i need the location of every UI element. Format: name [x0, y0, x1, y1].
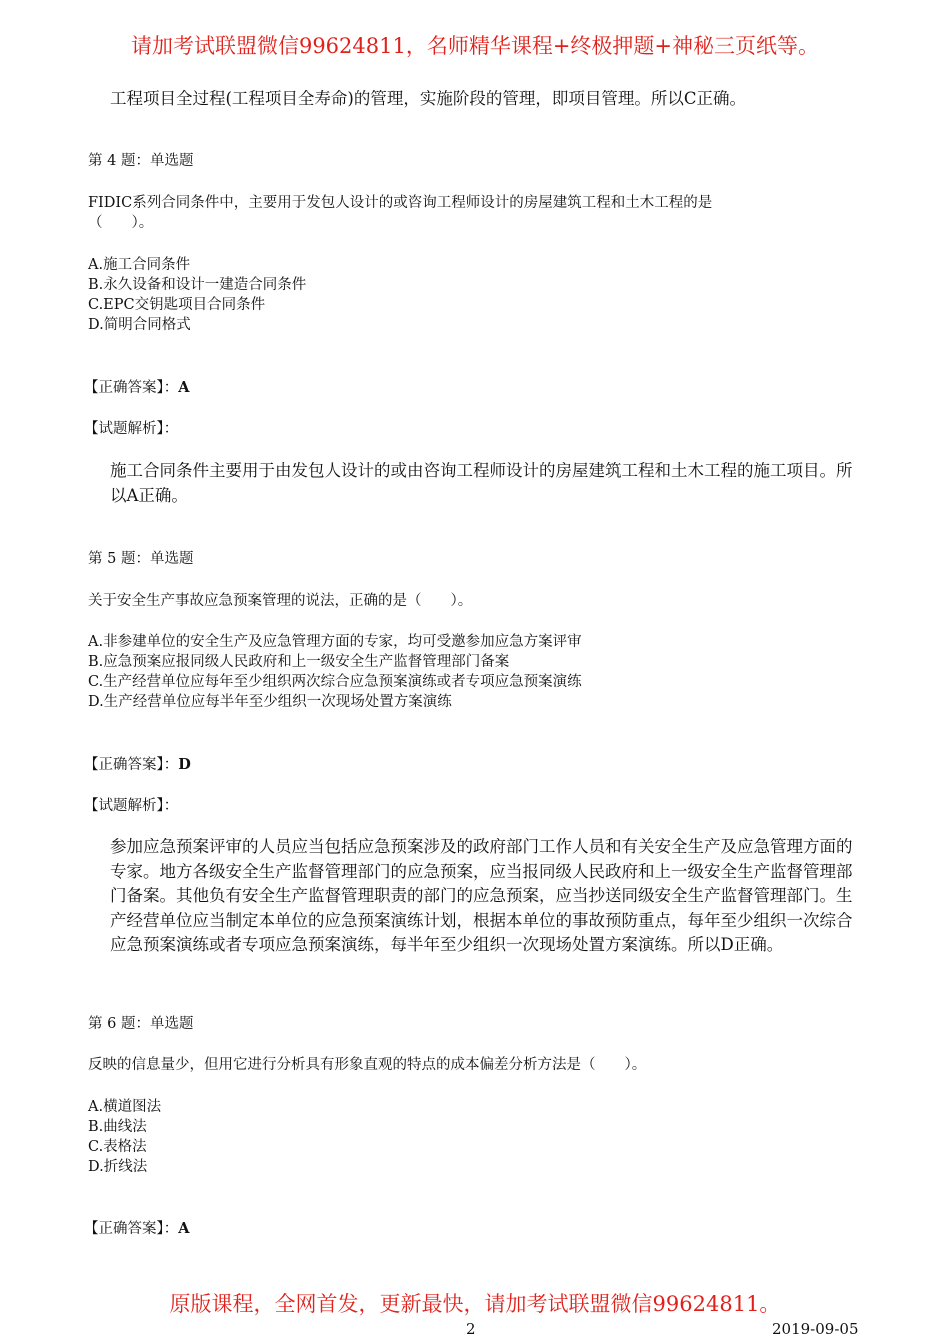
question-heading: 第 4 题：单选题 [88, 153, 194, 169]
question-stem: FIDIC系列合同条件中，主要用于发包人设计的或咨询工程师设计的房屋建筑工程和土木工程的是 [88, 195, 713, 211]
option-c: C.生产经营单位应每年至少组织两次综合应急预案演练或者专项应急预案演练 [88, 674, 582, 690]
answer-label: 【正确答案】： [84, 757, 179, 773]
intro-text: 工程项目全过程(工程项目全寿命)的管理，实施阶段的管理，即项目管理。所以C正确。 [110, 89, 746, 108]
question-stem: 关于安全生产事故应急预案管理的说法，正确的是（ ）。 [88, 593, 473, 609]
page-number: 2 [466, 1320, 476, 1338]
answer-label: 【正确答案】： [84, 380, 179, 396]
option-d: D.折线法 [88, 1159, 148, 1175]
answer-value: A [178, 379, 190, 396]
answer-value: D [178, 756, 191, 773]
footer-ad: 原版课程，全网首发，更新最快，请加考试联盟微信99624811。 [169, 1292, 781, 1316]
option-a: A.非参建单位的安全生产及应急管理方面的专家，均可受邀参加应急方案评审 [88, 634, 582, 650]
analysis-text: 参加应急预案评审的人员应当包括应急预案涉及的政府部门工作人员和有关安全生产及应急管理方面的专家。地方各级安全生产监督管理部门的应急预案，应当报同级人民政府和上一级安全生产监督管理部门备案。其他负有安全生产监督管理职责的部门的应急预案，应当抄送同级安全生产监督管理部门。生产经营单位应当制定本单位的应急预案演练计划，根据本单位的事故预防重点，每年至少组织一次综合应急预案演练或者专项应急预案演练，每半年至少组织一次现场处置方案演练。所以D正确。 [110, 837, 853, 954]
option-a: A.施工合同条件 [88, 257, 191, 273]
question-stem: 反映的信息量少，但用它进行分析具有形象直观的特点的成本偏差分析方法是（ ）。 [88, 1057, 647, 1073]
question-heading: 第 5 题：单选题 [88, 551, 194, 567]
analysis-label: 【试题解析】： [84, 798, 179, 814]
option-b: B.应急预案应报同级人民政府和上一级安全生产监督管理部门备案 [88, 654, 510, 670]
option-d: D.简明合同格式 [88, 317, 191, 333]
option-c: C.表格法 [88, 1139, 147, 1155]
option-b: B.曲线法 [88, 1119, 147, 1135]
question-heading: 第 6 题：单选题 [88, 1016, 194, 1032]
question-stem-cont: （ ）。 [88, 215, 154, 231]
answer-value: A [178, 1220, 190, 1237]
option-c: C.EPC交钥匙项目合同条件 [88, 297, 266, 313]
option-a: A.横道图法 [88, 1099, 162, 1115]
answer-label: 【正确答案】： [84, 1221, 179, 1237]
answer-line [84, 1219, 190, 1239]
answer-line [84, 378, 190, 398]
header-ad: 请加考试联盟微信99624811，名师精华课程+终极押题+神秘三页纸等。 [130, 34, 820, 58]
option-b: B.永久设备和设计一建造合同条件 [88, 277, 307, 293]
analysis-text: 施工合同条件主要用于由发包人设计的或由咨询工程师设计的房屋建筑工程和土木工程的施工项目。所以A正确。 [110, 461, 853, 505]
answer-line [84, 755, 191, 775]
option-d: D.生产经营单位应每半年至少组织一次现场处置方案演练 [88, 694, 452, 710]
document-date: 2019-09-05 [772, 1320, 859, 1338]
analysis-label: 【试题解析】： [84, 421, 179, 437]
